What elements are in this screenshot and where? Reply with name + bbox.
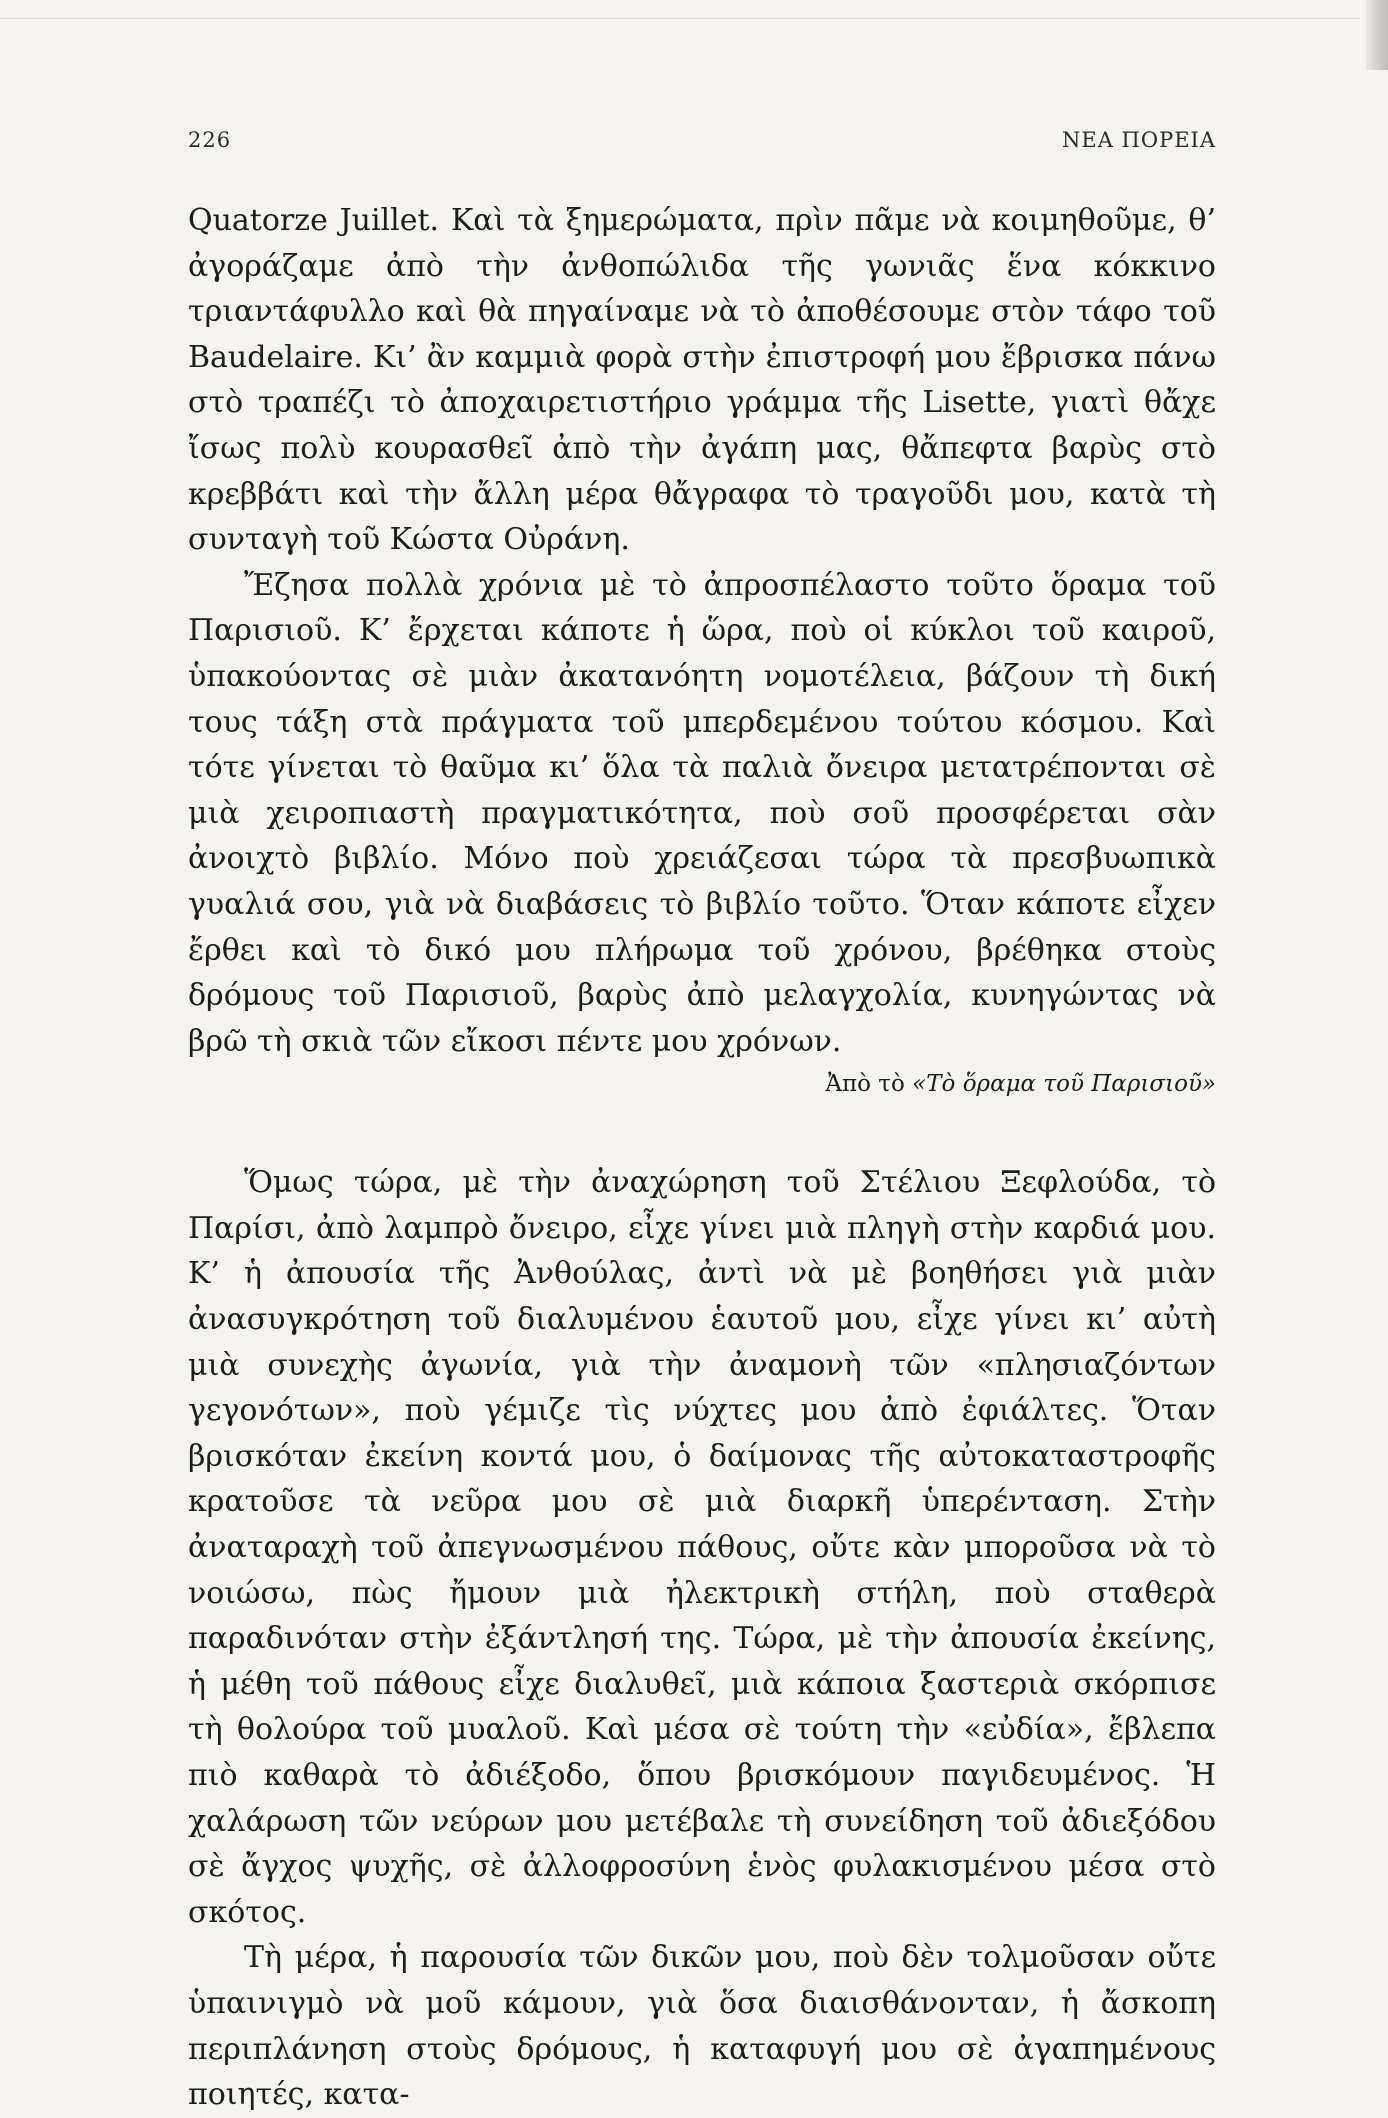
paragraph-1: Quatorze Juillet. Καὶ τὰ ξημερώματα, πρὶν πᾶμε νὰ κοιμηθοῦμε, θ’ ἀγοράζαμε ἀπὸ τὴν ἀνθοπώλιδα τῆς γωνιᾶς ἕνα κόκκινο τριαντάφυλλο καὶ θὰ πηγαίναμε νὰ τὸ ἀποθέσουμε στὸν τάφο τοῦ Baudelaire. Κι’ ἂν καμμιὰ φορὰ στὴν ἐπιστροφή μου ἔβρισκα πάνω στὸ τραπέζι τὸ ἀποχαιρετιστήριο γράμμα τῆς Lisette, γιατὶ θἄχε ἴσως πολὺ κουρασθεῖ ἀπὸ τὴν ἀγάπη μας, θἄπεφτα βαρὺς στὸ κρεββάτι καὶ τὴν ἄλλη μέρα θἄγραφα τὸ τραγοῦδι μου, κατὰ τὴ συνταγὴ τοῦ Κώστα Οὐράνη.: [188, 203, 1216, 558]
body-text: [188, 198, 1216, 2118]
attribution-prefix: Ἀπὸ τὸ: [825, 1071, 905, 1098]
quote-attribution: [188, 1064, 1216, 1104]
attribution-title: «Τὸ ὅραμα τοῦ Παρισιοῦ»: [912, 1071, 1216, 1098]
running-title: ΝΕΑ ΠΟΡΕΙΑ: [1062, 128, 1216, 152]
paragraph-2: Ἔζησα πολλὰ χρόνια μὲ τὸ ἀπροσπέλαστο τοῦτο ὅραμα τοῦ Παρισιοῦ. Κ’ ἔρχεται κάποτε ἡ ὥρα, ποὺ οἱ κύκλοι τοῦ καιροῦ, ὑπακούοντας σὲ μιὰν ἀκατανόητη νομοτέλεια, βάζουν τὴ δική τους τάξη στὰ πράγματα τοῦ μπερδεμένου τούτου κόσμου. Καὶ τότε γίνεται τὸ θαῦμα κι’ ὅλα τὰ παλιὰ ὄνειρα μετατρέπονται σὲ μιὰ χειροπιαστὴ πραγματικότητα, ποὺ σοῦ προσφέρεται σὰν ἀνοιχτὸ βιβλίο. Μόνο ποὺ χρειάζεσαι τώρα τὰ πρεσβυωπικὰ γυαλιά σου, γιὰ νὰ διαβάσεις τὸ βιβλίο τοῦτο. Ὅταν κάποτε εἶχεν ἔρθει καὶ τὸ δικό μου πλήρωμα τοῦ χρόνου, βρέθηκα στοὺς δρόμους τοῦ Παρισιοῦ, βαρὺς ἀπὸ μελαγχολία, κυνηγώντας νὰ βρῶ τὴ σκιὰ τῶν εἴκοσι πέντε μου χρόνων.: [188, 567, 1216, 1059]
scan-edge-line: [0, 18, 1360, 19]
paragraph-3: Ὅμως τώρα, μὲ τὴν ἀναχώρηση τοῦ Στέλιου Ξεφλούδα, τὸ Παρίσι, ἀπὸ λαμπρὸ ὄνειρο, εἶχε γίνει μιὰ πληγὴ στὴν καρδιά μου. Κ’ ἡ ἀπουσία τῆς Ἀνθούλας, ἀντὶ νὰ μὲ βοηθήσει γιὰ μιὰν ἀνασυγκρότηση τοῦ διαλυμένου ἑαυτοῦ μου, εἶχε γίνει κι’ αὐτὴ μιὰ συνεχὴς ἀγωνία, γιὰ τὴν ἀναμονὴ τῶν «πλησιαζόντων γεγονότων», ποὺ γέμιζε τὶς νύχτες μου ἀπὸ ἐφιάλτες. Ὅταν βρισκόταν ἐκείνη κοντά μου, ὁ δαίμονας τῆς αὐτοκαταστροφῆς κρατοῦσε τὰ νεῦρα μου σὲ μιὰ διαρκῆ ὑπερένταση. Στὴν ἀναταραχὴ τοῦ ἀπεγνωσμένου πάθους, οὔτε κὰν μποροῦσα νὰ τὸ νοιώσω, πὼς ἤμουν μιὰ ἠλεκτρικὴ στήλη, ποὺ σταθερὰ παραδινόταν στὴν ἐξάντλησή της. Τώρα, μὲ τὴν ἀπουσία ἐκείνης, ἡ μέθη τοῦ πάθους εἶχε διαλυθεῖ, μιὰ κάποια ξαστεριὰ σκόρπισε τὴ θολούρα τοῦ μυαλοῦ. Καὶ μέσα σὲ τούτη τὴν «εὐδία», ἔβλεπα πιὸ καθαρὰ τὸ ἀδιέξοδο, ὅπου βρισκόμουν παγιδευμένος. Ἡ χαλάρωση τῶν νεύρων μου μετέβαλε τὴ συνείδηση τοῦ ἀδιεξόδου σὲ ἄγχος ψυχῆς, σὲ ἀλλοφροσύνη ἑνὸς φυλακισμένου μέσα στὸ σκότος.: [188, 1165, 1216, 1930]
scan-edge-shadow: [1366, 0, 1388, 70]
running-header: [188, 128, 1216, 152]
page-number: 226: [188, 128, 232, 152]
paragraph-4: Τὴ μέρα, ἡ παρουσία τῶν δικῶν μου, ποὺ δὲν τολμοῦσαν οὔτε ὑπαινιγμὸ νὰ μοῦ κάμουν, γιὰ ὅσα διαισθάνονταν, ἡ ἄσκοπη περιπλάνηση στοὺς δρόμους, ἡ καταφυγή μου σὲ ἀγαπημένους ποιητές, κατα-: [188, 1940, 1216, 2113]
